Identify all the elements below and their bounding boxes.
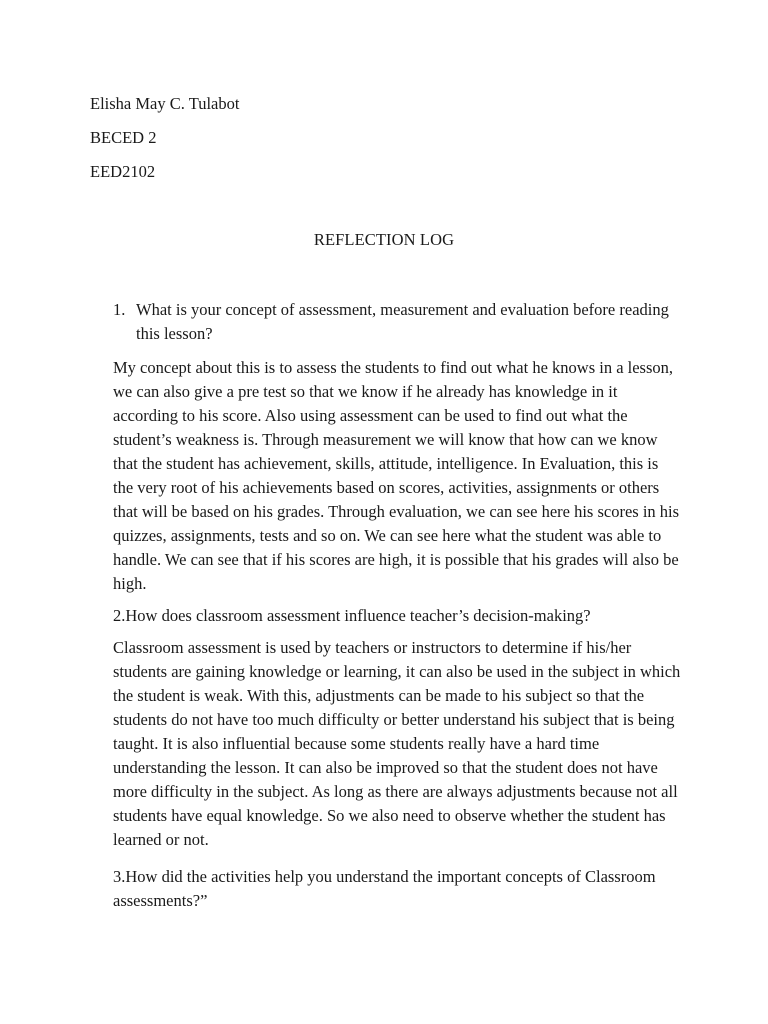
student-name: Elisha May C. Tulabot: [90, 94, 240, 113]
answer-1: My concept about this is to assess the students to find out what he knows in a lesson, we can also give a pre test so that we know if he already has knowledge in it according to his score. Also using assessment can be used to find out what the student’s weakness is. Through measurement we will know that how can we know that the student has achievement, skills, attitude, intelligence. In Evaluation, this is the very root of his achievements based on scores, activities, assignments or others that will be based on his grades. Through evaluation, we can see here his scores in his quizzes, assignments, tests and so on. We can see here what the student was able to handle. We can see that if his scores are high, it is possible that his grades will also be high.: [113, 358, 680, 593]
subject-code: EED2102: [90, 162, 156, 181]
course-section: BECED 2: [90, 128, 157, 147]
answer-2: Classroom assessment is used by teachers or instructors to determine if his/her students are gaining knowledge or learning, it can also be used in the subject in which the student is weak. With this, adjustments can be made to his subject so that the students do not have too much difficulty or better understand his subject that is being taught. It is also influential because some students really have a hard time understanding the lesson. It can also be improved so that the student does not have more difficulty in the subject. As long as there are always adjustments because not all students have equal knowledge. So we also need to observe whether the student has learned or not.: [113, 638, 681, 849]
question-2: 2.How does classroom assessment influence teacher’s decision-making?: [113, 606, 591, 625]
question-1: [113, 298, 673, 346]
question-1-number: 1.: [113, 300, 126, 319]
question-1-text: What is your concept of assessment, measurement and evaluation before reading this lesson?: [136, 300, 669, 343]
question-3: 3.How did the activities help you understand the important concepts of Classroom assessments?”: [113, 867, 656, 910]
document-title: REFLECTION LOG: [313, 230, 455, 249]
